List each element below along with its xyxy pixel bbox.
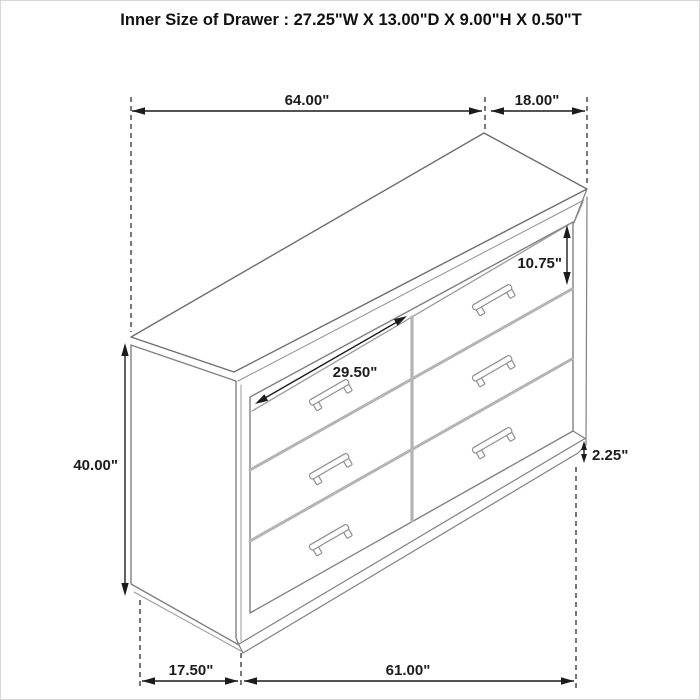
arrowhead-left	[132, 107, 145, 114]
dimension-overall-height	[73, 343, 128, 596]
dimension-bottom-depth	[142, 662, 238, 685]
dresser-dimension-svg	[1, 1, 700, 700]
dimension-label-drawer-height: 10.75"	[517, 255, 562, 272]
dimension-label-bottom-width: 61.00"	[385, 662, 431, 679]
dimension-top-width	[132, 92, 482, 115]
dresser-top-right-chamfer-inner	[574, 202, 583, 223]
arrowhead-right	[225, 677, 238, 684]
arrowhead-down	[121, 583, 128, 596]
arrowhead-left	[491, 107, 504, 114]
dimension-base-height	[581, 441, 628, 464]
arrowhead-right	[561, 677, 574, 684]
dresser-left-side-panel	[131, 345, 239, 645]
arrowhead-left	[142, 677, 155, 684]
page-title: Inner Size of Drawer : 27.25"W X 13.00"D X 9.00"H X 0.50"T	[120, 11, 582, 29]
dimension-label-top-depth: 18.00"	[514, 92, 560, 109]
dresser-right-outer-edge	[586, 197, 587, 445]
dimension-label-drawer-width: 29.50"	[332, 364, 378, 381]
arrowhead-right	[572, 107, 585, 114]
dimension-label-top-width: 64.00"	[284, 92, 330, 109]
arrowhead-up	[121, 343, 128, 356]
dresser-right-bottom-join	[573, 431, 586, 439]
dimension-bottom-width	[244, 662, 574, 685]
arrowhead-down	[581, 454, 587, 463]
arrowhead-right	[469, 107, 482, 114]
dimension-label-bottom-depth: 17.50"	[168, 662, 214, 679]
arrowhead-left	[244, 677, 257, 684]
dresser-drawing	[131, 133, 587, 653]
dimension-top-depth	[491, 92, 585, 115]
dimension-label-overall-height: 40.00"	[73, 457, 118, 474]
dimension-label-base-height: 2.25"	[592, 447, 629, 464]
